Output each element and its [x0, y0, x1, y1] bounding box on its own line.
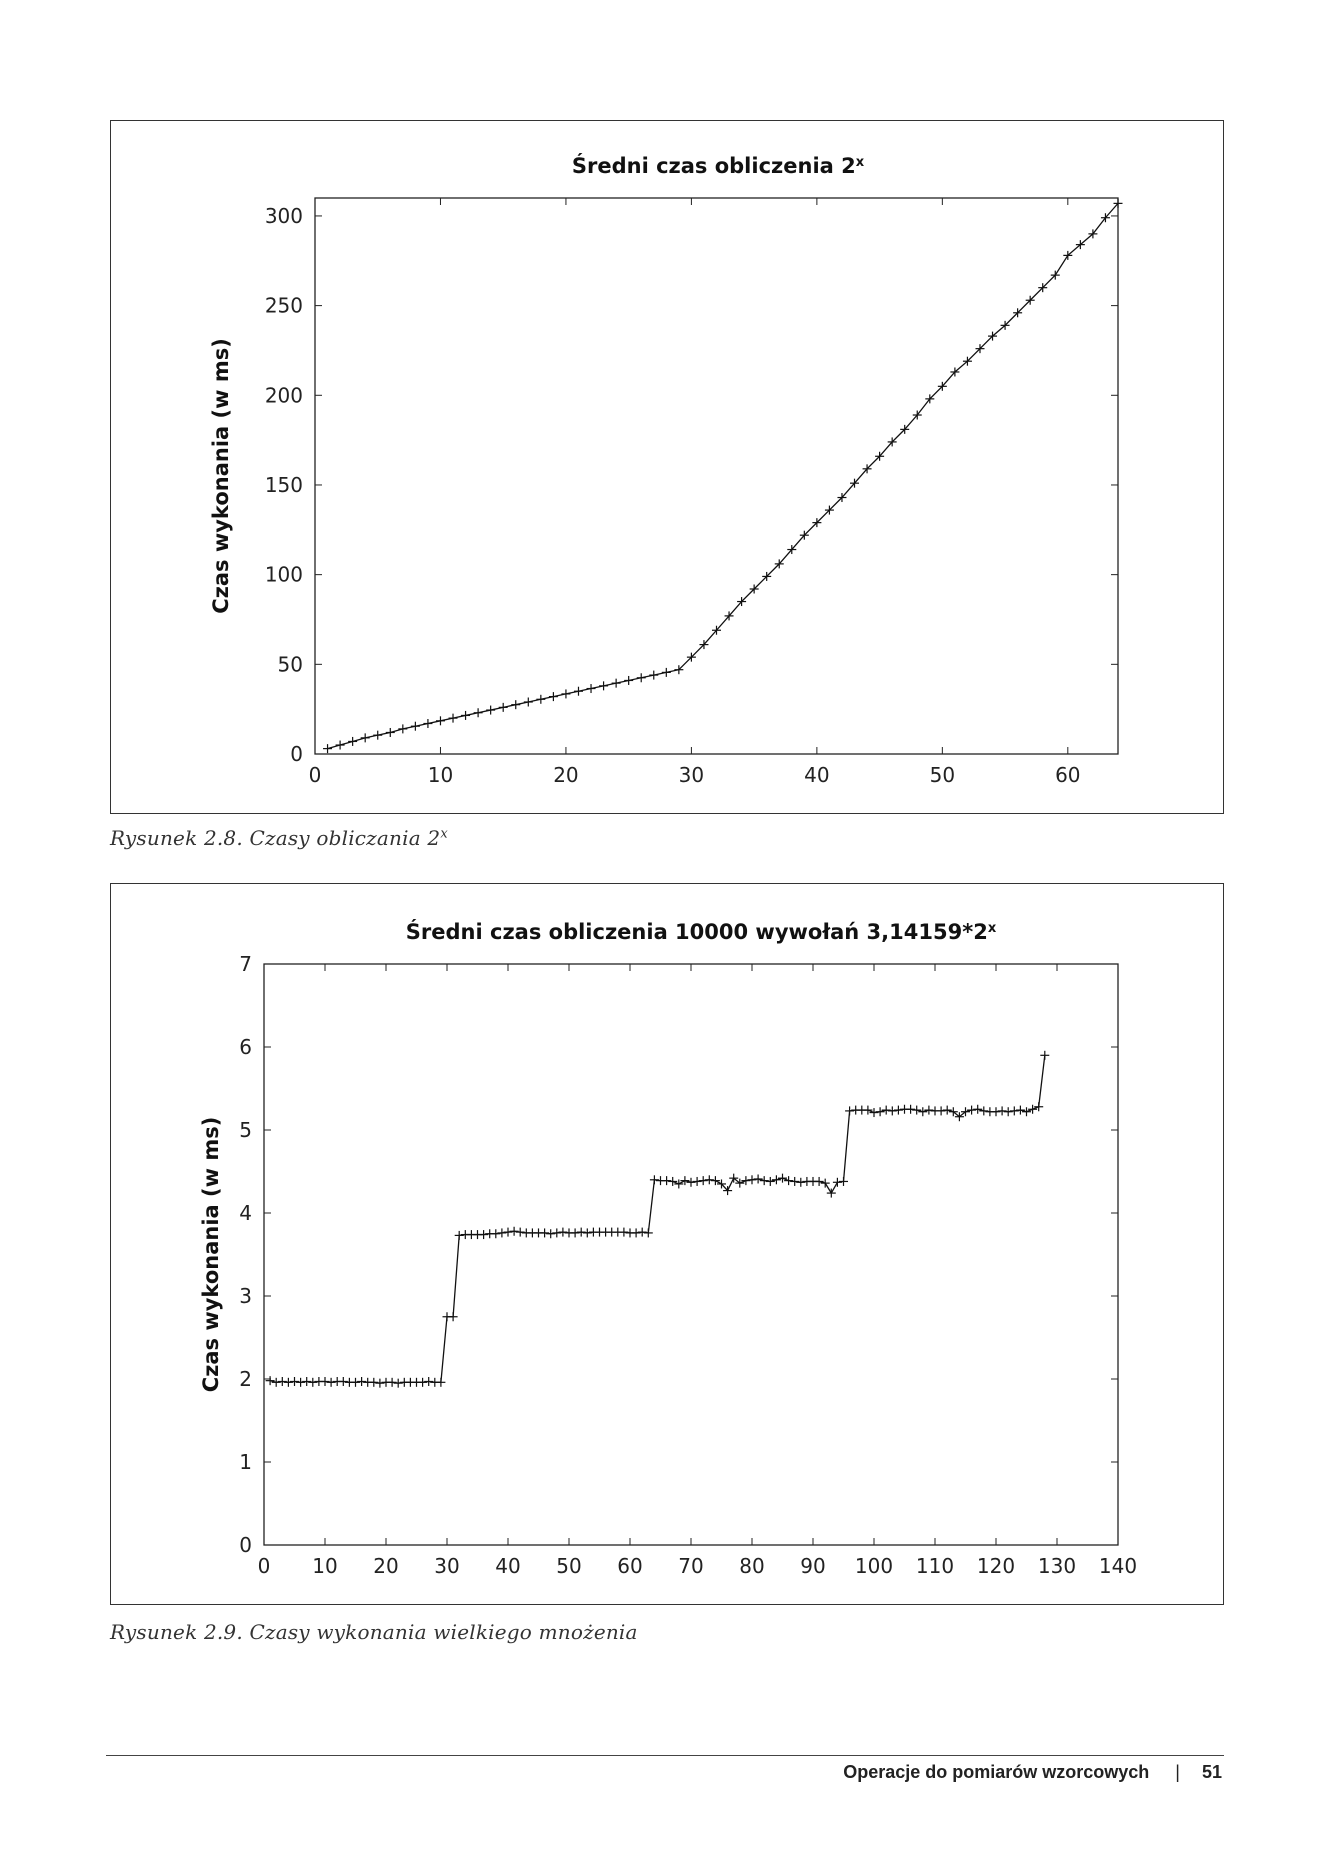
data-point [394, 1379, 403, 1388]
figure-caption-1-sup: x [440, 826, 448, 842]
chart-1-ylabel: Czas wykonania (w ms) [209, 338, 233, 614]
x-tick-label: 20 [553, 763, 579, 787]
series-line [328, 203, 1118, 748]
figure-caption-1-text: Rysunek 2.8. Czasy obliczania 2 [110, 826, 441, 850]
data-point [546, 1229, 555, 1238]
data-point [638, 1228, 647, 1237]
data-point [336, 741, 345, 750]
data-point [637, 673, 646, 682]
data-point [699, 1176, 708, 1185]
figure-caption-1 [110, 826, 448, 850]
data-point [411, 722, 420, 731]
y-tick-label: 7 [239, 952, 252, 976]
data-point [644, 1228, 653, 1237]
x-tick-label: 40 [804, 763, 830, 787]
data-point [693, 1177, 702, 1186]
x-tick-label: 80 [739, 1554, 765, 1578]
data-point [662, 1176, 671, 1185]
data-point [552, 1228, 561, 1237]
data-point [906, 1105, 915, 1114]
page-number: 51 [1201, 1762, 1222, 1782]
chart-2-title-sup: x [987, 920, 997, 936]
data-point [973, 1105, 982, 1114]
data-point [510, 1227, 519, 1236]
data-point [266, 1376, 275, 1385]
footer-section-title: Operacje do pomiarów wzorcowych [843, 1762, 1150, 1782]
y-tick-label: 300 [264, 203, 303, 228]
y-tick-label: 0 [290, 742, 303, 766]
data-point [373, 731, 382, 740]
x-tick-label: 90 [800, 1554, 826, 1578]
data-point [536, 695, 545, 704]
data-point [649, 671, 658, 680]
y-tick-label: 100 [264, 562, 303, 587]
data-point [321, 1377, 330, 1386]
y-tick-label: 200 [264, 383, 303, 408]
figure-caption-2 [110, 1620, 638, 1644]
data-point [967, 1106, 976, 1115]
data-point [863, 1106, 872, 1115]
data-point [876, 1107, 885, 1116]
series-line [270, 1055, 1045, 1383]
data-point [894, 1106, 903, 1115]
data-point [796, 1178, 805, 1187]
x-tick-label: 10 [312, 1554, 338, 1578]
data-point [524, 697, 533, 706]
data-point [599, 681, 608, 690]
x-tick-label: 140 [1098, 1554, 1138, 1578]
data-point [278, 1377, 287, 1386]
data-point [888, 1106, 897, 1115]
footer-rule [106, 1755, 1224, 1756]
data-point [474, 708, 483, 717]
x-tick-label: 30 [678, 763, 705, 787]
data-point [424, 1377, 433, 1386]
chart-2-ylabel: Czas wykonania (w ms) [199, 1116, 223, 1393]
y-tick-label: 2 [239, 1367, 252, 1391]
data-point [827, 1189, 836, 1198]
data-point [839, 1177, 848, 1186]
page-footer [843, 1762, 1222, 1783]
data-point [912, 1106, 921, 1115]
data-point [943, 1106, 952, 1115]
data-point [449, 714, 458, 723]
x-tick-label: 50 [556, 1554, 582, 1578]
figure-caption-2-text: Rysunek 2.9. Czasy wykonania wielkiego mnożenia [110, 1620, 638, 1644]
data-point [924, 1106, 933, 1115]
data-point [369, 1378, 378, 1387]
data-point [918, 1107, 927, 1116]
x-tick-label: 70 [678, 1554, 704, 1578]
x-tick-label: 120 [976, 1554, 1016, 1578]
data-point [662, 668, 671, 677]
chart-2-title: Średni czas obliczenia 10000 wywołań 3,14159*2$^x$ [405, 920, 997, 944]
data-point [327, 1378, 336, 1387]
data-point [577, 1228, 586, 1237]
chart-1-frame [315, 198, 1118, 754]
data-point [882, 1106, 891, 1115]
data-point [561, 689, 570, 698]
y-tick-label: 0 [239, 1533, 252, 1557]
data-point [323, 744, 332, 753]
data-point [833, 1178, 842, 1187]
data-point [790, 1177, 799, 1186]
data-point [668, 1177, 677, 1186]
figure-box-2 [110, 883, 1224, 1605]
data-point [741, 1176, 750, 1185]
data-point [705, 1175, 714, 1184]
y-tick-label: 5 [239, 1118, 252, 1142]
data-point [461, 711, 470, 720]
x-tick-label: 60 [1055, 763, 1081, 787]
data-point [398, 724, 407, 733]
x-tick-label: 30 [434, 1554, 460, 1578]
chart-2-frame [264, 964, 1118, 1545]
data-point [760, 1176, 769, 1185]
data-point [992, 1107, 1001, 1116]
data-point [748, 1175, 757, 1184]
y-tick-label: 6 [239, 1035, 252, 1059]
data-point [436, 716, 445, 725]
data-point [845, 1106, 854, 1115]
data-point [1022, 1107, 1031, 1116]
data-point [386, 728, 395, 737]
data-point [815, 1177, 824, 1186]
chart-1-title: Średni czas obliczenia 2$^x$ [571, 154, 865, 178]
data-point [979, 1106, 988, 1115]
data-point [772, 1175, 781, 1184]
data-point [375, 1379, 384, 1388]
data-point [558, 1228, 567, 1237]
x-tick-label: 100 [854, 1554, 894, 1578]
data-point [821, 1179, 830, 1188]
figure-box-1 [110, 120, 1224, 814]
data-point [491, 1229, 500, 1238]
data-point [308, 1378, 317, 1387]
data-point [998, 1106, 1007, 1115]
data-point [423, 719, 432, 728]
x-tick-label: 110 [915, 1554, 955, 1578]
data-point [511, 700, 520, 709]
data-point [778, 1174, 787, 1183]
y-tick-label: 3 [239, 1284, 252, 1308]
data-point [339, 1377, 348, 1386]
data-point [1034, 1102, 1043, 1111]
data-point [418, 1378, 427, 1387]
x-tick-label: 10 [427, 763, 454, 787]
data-point [1016, 1106, 1025, 1115]
data-point [296, 1378, 305, 1387]
data-point [619, 1228, 628, 1237]
data-point [574, 687, 583, 696]
data-point [571, 1228, 580, 1237]
data-point [499, 703, 508, 712]
x-tick-label: 20 [373, 1554, 399, 1578]
data-point [284, 1378, 293, 1387]
data-point [479, 1230, 488, 1239]
y-tick-label: 4 [239, 1201, 252, 1225]
data-point [687, 1178, 696, 1187]
data-point [497, 1228, 506, 1237]
data-point [357, 1377, 366, 1386]
data-point [361, 733, 370, 742]
data-point [632, 1228, 641, 1237]
data-point [754, 1174, 763, 1183]
data-point [1028, 1105, 1037, 1114]
x-tick-label: 50 [929, 763, 956, 787]
data-point [1004, 1107, 1013, 1116]
data-point [650, 1175, 659, 1184]
x-tick-label: 60 [617, 1554, 643, 1578]
data-point [504, 1228, 513, 1237]
data-point [351, 1378, 360, 1387]
data-point [540, 1228, 549, 1237]
data-point [1040, 1051, 1049, 1060]
data-point [516, 1228, 525, 1237]
data-point [436, 1378, 445, 1387]
chart-1 [111, 121, 1223, 813]
data-point [449, 1312, 458, 1321]
data-point [870, 1108, 879, 1117]
x-tick-label: 0 [257, 1554, 271, 1578]
y-tick-label: 150 [264, 472, 303, 497]
data-point [455, 1231, 464, 1240]
data-point [587, 684, 596, 693]
data-point [624, 676, 633, 685]
data-point [937, 1106, 946, 1115]
data-point [784, 1176, 793, 1185]
chart-2 [111, 884, 1223, 1604]
data-point [549, 692, 558, 701]
y-tick-label: 50 [277, 652, 303, 677]
data-point [302, 1377, 311, 1386]
footer-separator: | [1175, 1762, 1180, 1782]
data-point [388, 1378, 397, 1387]
data-point [583, 1228, 592, 1237]
y-tick-label: 1 [239, 1450, 252, 1474]
data-point [348, 737, 357, 746]
data-point [272, 1378, 281, 1387]
data-point [290, 1377, 299, 1386]
data-point [486, 706, 495, 715]
data-point [612, 679, 621, 688]
data-point [1010, 1106, 1019, 1115]
y-tick-label: 250 [264, 293, 303, 318]
x-tick-label: 40 [495, 1554, 521, 1578]
x-tick-label: 130 [1037, 1554, 1077, 1578]
x-tick-label: 0 [308, 763, 322, 787]
data-point [766, 1177, 775, 1186]
chart-1-title-sup: x [855, 154, 865, 170]
